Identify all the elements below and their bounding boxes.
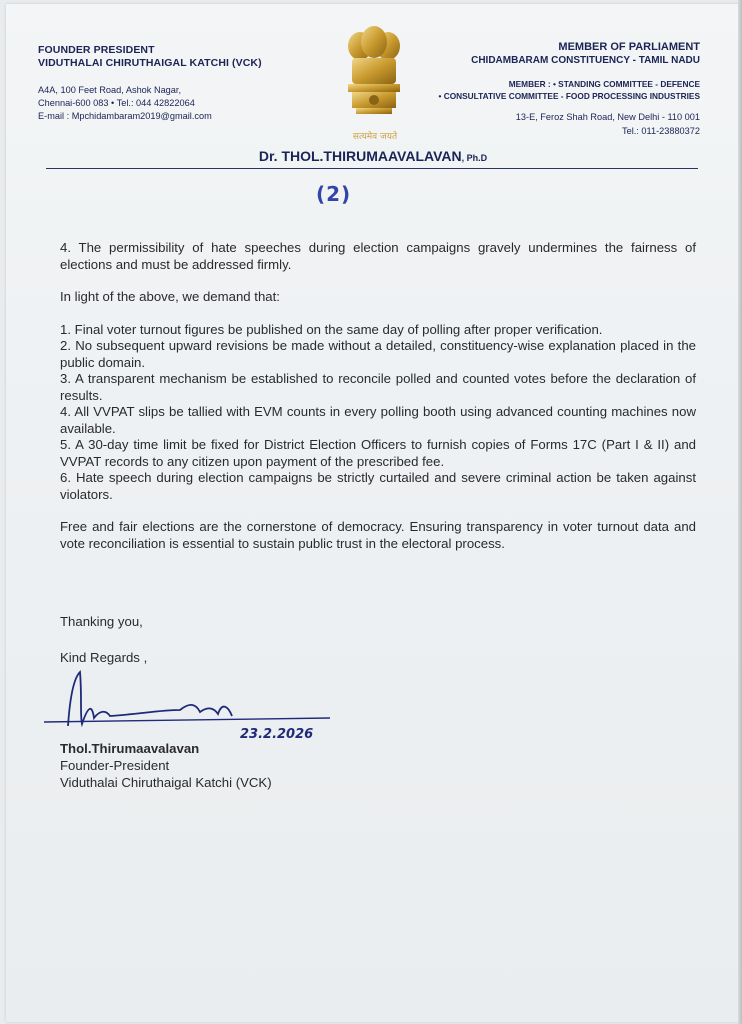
party-name: VIDUTHALAI CHIRUTHAIGAL KATCHI (VCK) [38, 57, 262, 69]
letterhead-divider [46, 168, 698, 169]
demand-item: 5. A 30-day time limit be fixed for District Election Officers to furnish copies of Forms 17C (Part I & II) and VVPAT records to any citizen upon payment of the prescribed fee. [60, 437, 696, 469]
delhi-address: 13-E, Feroz Shah Road, New Delhi - 110 001 [515, 112, 700, 122]
committee-line2: • CONSULTATIVE COMMITTEE - FOOD PROCESSING INDUSTRIES [438, 91, 700, 101]
demand-intro: In light of the above, we demand that: [60, 289, 280, 304]
name-suffix: , Ph.D [461, 153, 488, 163]
letter-body [60, 240, 696, 552]
kind-regards: Kind Regards , [60, 650, 148, 665]
conclusion: Free and fair elections are the cornerstone of democracy. Ensuring transparency in voter turnout data and vote reconciliation is essential to sustain public trust in the electoral process. [60, 519, 696, 551]
handwritten-page-number: (2) [316, 182, 352, 206]
paper-edge [738, 0, 742, 1024]
signature [40, 666, 340, 746]
signer-block [60, 740, 272, 791]
demand-item: 3. A transparent mechanism be established to reconcile polled and counted votes before the declaration of results. [60, 371, 696, 403]
letterhead-left [38, 44, 338, 123]
committee-line1: MEMBER : • STANDING COMMITTEE - DEFENCE [508, 79, 700, 89]
demand-item: 2. No subsequent upward revisions be made without a detailed, constituency-wise explanation placed in the public domain. [60, 338, 696, 370]
signature-date: 23.2.2026 [240, 727, 314, 742]
mp-title: MEMBER OF PARLIAMENT [558, 41, 700, 53]
point-4: 4. The permissibility of hate speeches during election campaigns gravely undermines the fairness of elections and must be addressed firmly. [60, 240, 696, 272]
letterhead-right [380, 40, 700, 138]
signer-organization: Viduthalai Chiruthaigal Katchi (VCK) [60, 775, 272, 790]
demand-item: 6. Hate speech during election campaigns be strictly curtailed and severe criminal action be taken against violators. [60, 470, 696, 502]
chennai-address-line1: A4A, 100 Feet Road, Ashok Nagar, [38, 85, 182, 95]
constituency: CHIDAMBARAM CONSTITUENCY - TAMIL NADU [471, 55, 700, 66]
email: E-mail : Mpchidambaram2019@gmail.com [38, 111, 212, 121]
letterhead-name [6, 148, 740, 166]
letter-page [6, 4, 740, 1022]
emblem-motto: सत्यमेव जयते [352, 132, 398, 142]
chennai-address-line2: Chennai-600 083 • Tel.: 044 42822064 [38, 98, 195, 108]
demand-item: 1. Final voter turnout figures be published on the same day of polling after proper verification. [60, 321, 603, 337]
thanking-you: Thanking you, [60, 614, 143, 629]
signer-name: Thol.Thirumaavalavan [60, 741, 200, 756]
signer-title: Founder-President [60, 758, 170, 773]
name-text: Dr. THOL.THIRUMAAVALAVAN [258, 148, 462, 164]
delhi-tel: Tel.: 011-23880372 [622, 126, 700, 136]
founder-title: FOUNDER PRESIDENT [38, 44, 155, 56]
demand-item: 4. All VVPAT slips be tallied with EVM counts in every polling booth using advanced counting machines now available. [60, 404, 696, 436]
